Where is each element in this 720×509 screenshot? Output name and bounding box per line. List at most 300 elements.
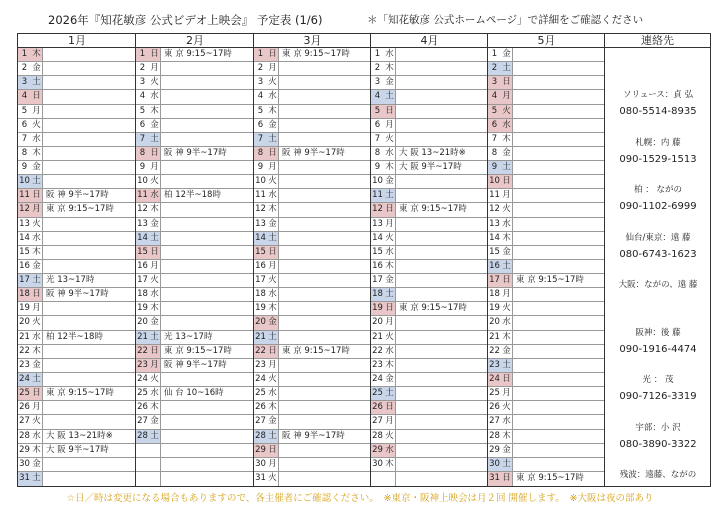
day-number: 7 — [136, 133, 149, 146]
day-row — [371, 90, 487, 104]
day-row — [254, 359, 370, 373]
day-number: 31 — [18, 472, 31, 486]
weekday: 日 — [501, 373, 513, 386]
weekday: 日 — [149, 147, 161, 160]
weekday: 金 — [267, 316, 279, 329]
weekday: 金 — [267, 218, 279, 231]
weekday: 日 — [501, 274, 513, 287]
event-text: 阪 神 9半~17時 — [282, 430, 345, 441]
day-row — [136, 189, 253, 203]
weekday: 水 — [31, 331, 43, 344]
day-row — [18, 161, 135, 175]
weekday: 土 — [501, 62, 513, 75]
weekday: 火 — [31, 415, 43, 428]
event-text: 仙 台 10~16時 — [164, 388, 224, 399]
weekday: 月 — [384, 218, 396, 231]
event-text: 東 京 9:15~17時 — [516, 472, 584, 483]
day-row — [371, 444, 487, 458]
day-number: 8 — [136, 147, 149, 160]
day-number: 18 — [137, 289, 148, 300]
event-text: 阪 神 9半~17時 — [282, 147, 345, 158]
contact-name: 柏 ： ながの — [634, 185, 682, 195]
day-row — [488, 161, 604, 175]
weekday — [384, 472, 396, 486]
weekday: 木 — [384, 62, 396, 75]
weekday: 土 — [501, 359, 513, 372]
weekday: 火 — [149, 76, 161, 89]
month-column — [488, 48, 604, 486]
weekday: 木 — [31, 48, 43, 61]
day-row — [254, 133, 370, 147]
day-number: 11 — [18, 189, 31, 202]
day-number: 24 — [18, 373, 31, 386]
weekday: 木 — [149, 105, 161, 118]
day-number: 22 — [254, 345, 267, 358]
day-number: 15 — [372, 246, 383, 257]
day-number: 15 — [489, 246, 500, 257]
day-row — [18, 133, 135, 147]
day-number: 23 — [488, 359, 501, 372]
day-number: 16 — [488, 260, 501, 273]
day-number: 25 — [255, 388, 266, 399]
weekday: 日 — [384, 401, 396, 414]
day-row — [371, 62, 487, 76]
day-number: 21 — [19, 331, 30, 342]
day-row — [136, 48, 253, 62]
day-row — [136, 133, 253, 147]
contact-name: 仙台/東京：遠 藤 — [625, 232, 691, 243]
weekday: 土 — [501, 260, 513, 273]
day-number: 5 — [488, 105, 501, 118]
day-number: 13 — [255, 218, 266, 229]
weekday: 金 — [501, 246, 513, 259]
contact-phone: 080-5514-8935 — [619, 106, 697, 117]
contact-phone: 080-3890-3322 — [619, 438, 697, 450]
day-number: 29 — [254, 444, 267, 457]
weekday: 日 — [31, 288, 43, 301]
weekday: 日 — [267, 48, 279, 61]
day-number: 3 — [374, 77, 381, 88]
day-row — [254, 316, 370, 330]
day-row — [254, 274, 370, 288]
contact-phone: 090-1916-4474 — [619, 343, 697, 355]
day-row — [18, 218, 135, 232]
day-number: 28 — [489, 430, 500, 441]
weekday: 金 — [501, 147, 513, 160]
day-number: 1 — [18, 48, 31, 61]
day-row — [254, 161, 370, 175]
event-text: 東 京 9:15~17時 — [164, 345, 232, 356]
day-number: 11 — [255, 190, 266, 201]
day-row — [254, 90, 370, 104]
day-row — [136, 90, 253, 104]
event-text: 東 京 9:15~17時 — [399, 303, 467, 314]
weekday: 木 — [31, 444, 43, 457]
weekday: 金 — [501, 48, 513, 61]
weekday: 月 — [149, 260, 161, 273]
day-number: 11 — [136, 189, 149, 202]
day-row — [18, 472, 135, 486]
day-number: 14 — [372, 232, 383, 243]
day-row — [18, 105, 135, 119]
day-number: 26 — [489, 402, 500, 413]
weekday: 火 — [501, 203, 513, 216]
day-number: 17 — [137, 275, 148, 286]
day-number: 16 — [255, 260, 266, 271]
day-number: 6 — [139, 119, 146, 130]
day-number: 20 — [254, 316, 267, 329]
day-row — [136, 387, 253, 401]
day-number: 12 — [489, 204, 500, 215]
day-row — [488, 288, 604, 302]
day-number: 27 — [137, 416, 148, 427]
day-row — [18, 444, 135, 458]
day-number: 12 — [371, 203, 384, 216]
weekday: 水 — [149, 90, 161, 103]
weekday: 水 — [267, 288, 279, 301]
day-number: 2 — [374, 63, 381, 74]
day-number: 2 — [21, 63, 28, 74]
weekday: 火 — [384, 232, 396, 245]
weekday: 金 — [384, 373, 396, 386]
day-row — [136, 175, 253, 189]
event-text: 大 阪 13~21時※ — [46, 430, 113, 441]
day-row — [18, 246, 135, 260]
day-row — [18, 316, 135, 330]
weekday: 月 — [31, 302, 43, 315]
day-row — [18, 458, 135, 472]
day-row — [18, 359, 135, 373]
day-row — [18, 274, 135, 288]
day-row — [136, 119, 253, 133]
day-row — [136, 147, 253, 161]
weekday — [149, 444, 161, 457]
weekday: 水 — [501, 316, 513, 329]
day-row — [371, 274, 487, 288]
event-text: 東 京 9:15~17時 — [46, 204, 114, 215]
day-row — [136, 232, 253, 246]
day-row — [371, 218, 487, 232]
day-row — [18, 175, 135, 189]
day-row — [488, 133, 604, 147]
contact-name: 大阪：ながの、遠 藤 — [618, 280, 698, 290]
day-number: 10 — [255, 176, 266, 187]
day-row — [18, 415, 135, 429]
day-number: 1 — [374, 49, 381, 59]
weekday: 水 — [501, 415, 513, 428]
day-number: 14 — [489, 232, 500, 243]
day-number: 4 — [139, 91, 146, 102]
contact-name: 宇部：小 沢 — [635, 422, 681, 433]
day-number: 27 — [372, 416, 383, 427]
weekday: 土 — [267, 133, 279, 146]
day-row — [488, 359, 604, 373]
event-text: 東 京 9:15~17時 — [46, 388, 114, 399]
day-row — [254, 331, 370, 345]
day-row — [371, 246, 487, 260]
weekday: 木 — [267, 105, 279, 118]
day-number: 6 — [21, 119, 28, 130]
day-row — [371, 430, 487, 444]
day-number: 2 — [488, 62, 501, 75]
day-row — [371, 458, 487, 472]
day-number: 5 — [21, 105, 28, 116]
weekday: 木 — [501, 331, 513, 344]
day-number: 15 — [19, 246, 30, 257]
weekday: 土 — [149, 430, 161, 443]
weekday: 木 — [267, 302, 279, 315]
weekday: 木 — [384, 458, 396, 471]
day-number: 14 — [19, 232, 30, 243]
weekday: 木 — [149, 401, 161, 414]
day-row — [136, 359, 253, 373]
day-number: 7 — [491, 133, 498, 144]
contact-name: 光 ： 茂 — [642, 375, 674, 385]
weekday: 金 — [31, 62, 43, 75]
contact-phone: 090-1102-6999 — [619, 201, 697, 212]
weekday: 火 — [31, 218, 43, 231]
day-number: 10 — [18, 175, 31, 188]
weekday: 月 — [31, 105, 43, 118]
day-row — [488, 76, 604, 90]
weekday: 土 — [501, 161, 513, 174]
day-number: 31 — [255, 472, 266, 483]
day-row — [488, 387, 604, 401]
day-number: 10 — [372, 176, 383, 187]
day-number: 19 — [255, 303, 266, 314]
event-text: 東 京 9:15~17時 — [516, 275, 584, 286]
day-number: 21 — [254, 331, 267, 344]
weekday: 月 — [384, 119, 396, 132]
day-number: 1 — [254, 48, 267, 61]
weekday: 日 — [501, 472, 513, 486]
day-row — [371, 76, 487, 90]
day-row — [254, 260, 370, 274]
day-row — [254, 48, 370, 62]
event-text: 大 阪 13~21時※ — [399, 147, 466, 158]
weekday: 月 — [267, 260, 279, 273]
day-number: 15 — [136, 246, 149, 259]
header-jan: 1月 — [18, 34, 136, 48]
day-number: 27 — [255, 416, 266, 427]
weekday: 火 — [501, 302, 513, 315]
day-row — [371, 48, 487, 62]
header-note: ＊「知花敏彦 公式ホームページ」で詳細をご確認ください — [367, 14, 644, 26]
contact-name: 札幌：内 藤 — [635, 137, 681, 148]
day-number: 1 — [491, 49, 498, 59]
weekday: 日 — [267, 345, 279, 358]
weekday: 金 — [149, 119, 161, 132]
day-row — [488, 430, 604, 444]
weekday: 月 — [267, 359, 279, 372]
day-number: 13 — [372, 218, 383, 229]
day-number: 6 — [488, 119, 501, 132]
day-number: 9 — [139, 162, 146, 173]
weekday: 火 — [31, 119, 43, 132]
day-number: 5 — [257, 105, 264, 116]
day-number: 2 — [139, 63, 146, 74]
weekday: 日 — [501, 175, 513, 188]
day-row — [136, 302, 253, 316]
day-row — [254, 119, 370, 133]
weekday: 月 — [149, 161, 161, 174]
weekday: 土 — [384, 288, 396, 301]
day-number: 22 — [372, 345, 383, 356]
day-row — [371, 232, 487, 246]
day-row — [488, 260, 604, 274]
day-row — [488, 472, 604, 486]
day-row — [371, 302, 487, 316]
day-row — [488, 147, 604, 161]
day-number: 5 — [139, 105, 146, 116]
event-text: 阪 神 9半~17時 — [46, 190, 109, 201]
day-number: 20 — [489, 317, 500, 328]
weekday: 金 — [501, 444, 513, 457]
day-row — [254, 62, 370, 76]
event-text: 光 13~17時 — [46, 275, 95, 286]
weekday: 月 — [501, 189, 513, 202]
day-row — [254, 246, 370, 260]
weekday: 水 — [501, 119, 513, 132]
day-row — [371, 472, 487, 486]
day-row — [136, 62, 253, 76]
day-row — [488, 415, 604, 429]
weekday: 日 — [31, 387, 43, 400]
day-row — [18, 345, 135, 359]
weekday: 木 — [501, 232, 513, 245]
weekday: 日 — [31, 189, 43, 202]
day-row — [254, 203, 370, 217]
day-number: 19 — [489, 303, 500, 314]
day-number: 17 — [372, 275, 383, 286]
day-number: 16 — [372, 260, 383, 271]
weekday: 火 — [31, 316, 43, 329]
weekday — [149, 472, 161, 486]
weekday: 木 — [384, 260, 396, 273]
weekday: 水 — [31, 133, 43, 146]
contact-phone: 090-7126-3319 — [619, 391, 697, 402]
header-contacts: 連絡先 — [605, 34, 710, 48]
day-number: 9 — [257, 162, 264, 173]
month-column — [136, 48, 253, 486]
day-number: 13 — [137, 218, 148, 229]
day-row — [18, 302, 135, 316]
contact-name: 阪神：後 藤 — [635, 327, 681, 338]
weekday: 月 — [267, 458, 279, 471]
day-number: 4 — [488, 90, 501, 103]
weekday: 水 — [31, 232, 43, 245]
day-number: 3 — [488, 76, 501, 89]
day-row — [18, 331, 135, 345]
day-number: 19 — [137, 303, 148, 314]
day-row — [254, 401, 370, 415]
day-number: 28 — [372, 430, 383, 441]
day-number: 11 — [371, 189, 384, 202]
day-row — [488, 62, 604, 76]
day-row — [488, 316, 604, 330]
weekday: 水 — [501, 218, 513, 231]
day-row — [488, 232, 604, 246]
weekday: 金 — [501, 345, 513, 358]
day-row — [136, 218, 253, 232]
weekday: 金 — [31, 359, 43, 372]
day-number: 29 — [19, 444, 30, 455]
weekday: 土 — [384, 189, 396, 202]
weekday: 火 — [384, 133, 396, 146]
day-row — [371, 345, 487, 359]
day-row — [18, 76, 135, 90]
day-number: 29 — [489, 444, 500, 455]
day-number: 30 — [255, 458, 266, 469]
day-row — [371, 175, 487, 189]
weekday: 土 — [31, 76, 43, 89]
weekday: 水 — [149, 387, 161, 400]
weekday: 土 — [501, 458, 513, 471]
day-number: 4 — [18, 90, 31, 103]
weekday: 火 — [267, 472, 279, 486]
day-number: 7 — [21, 133, 28, 144]
day-row — [136, 458, 253, 472]
weekday: 火 — [501, 105, 513, 118]
contact-name: ソリュース：貞 弘 — [622, 90, 694, 100]
day-row — [18, 387, 135, 401]
day-row — [136, 373, 253, 387]
weekday — [149, 458, 161, 471]
event-text: 東 京 9:15~17時 — [399, 204, 467, 215]
day-number: 3 — [139, 77, 146, 88]
day-row — [136, 288, 253, 302]
weekday: 木 — [31, 147, 43, 160]
day-row — [254, 105, 370, 119]
day-number: 20 — [372, 317, 383, 328]
day-number: 10 — [137, 176, 148, 187]
day-number: 18 — [18, 288, 31, 301]
day-row — [488, 444, 604, 458]
weekday: 日 — [267, 147, 279, 160]
weekday: 月 — [31, 401, 43, 414]
weekday: 金 — [149, 415, 161, 428]
day-number: 6 — [257, 119, 264, 130]
day-number: 5 — [371, 105, 384, 118]
weekday: 月 — [384, 316, 396, 329]
event-text: 光 13~17時 — [164, 331, 213, 342]
day-row — [136, 274, 253, 288]
day-number: 2 — [257, 63, 264, 74]
day-number: 17 — [18, 274, 31, 287]
day-number: 20 — [137, 317, 148, 328]
weekday: 木 — [149, 302, 161, 315]
day-number: 18 — [255, 289, 266, 300]
weekday: 土 — [31, 373, 43, 386]
weekday: 土 — [31, 472, 43, 486]
day-row — [136, 316, 253, 330]
weekday: 火 — [267, 175, 279, 188]
day-row — [371, 331, 487, 345]
schedule-table — [17, 33, 711, 487]
weekday: 水 — [384, 147, 396, 160]
day-row — [488, 203, 604, 217]
weekday: 日 — [149, 246, 161, 259]
day-number: 18 — [371, 288, 384, 301]
day-number: 11 — [489, 190, 500, 201]
day-row — [371, 415, 487, 429]
weekday: 月 — [31, 203, 43, 216]
day-number: 23 — [372, 359, 383, 370]
day-number: 28 — [19, 430, 30, 441]
weekday: 日 — [149, 48, 161, 61]
day-row — [254, 288, 370, 302]
day-number: 21 — [136, 331, 149, 344]
